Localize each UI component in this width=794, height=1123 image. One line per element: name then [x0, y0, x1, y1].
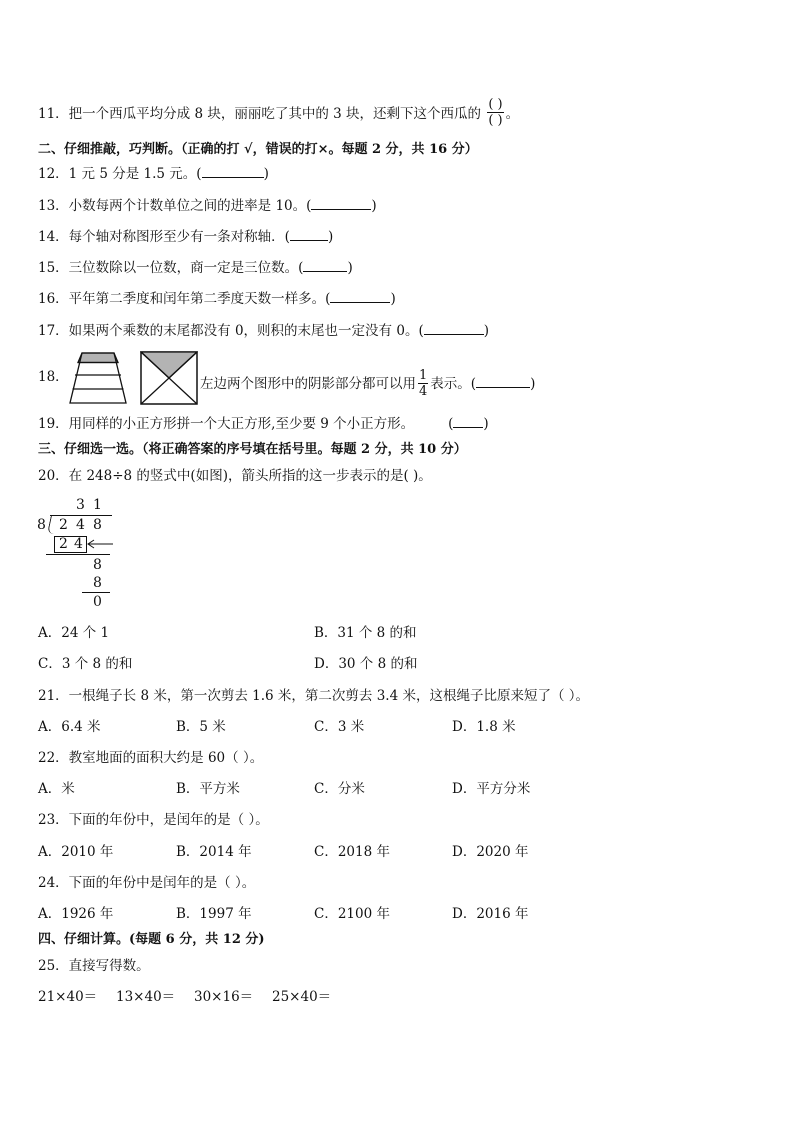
answer-blank[interactable]	[453, 415, 483, 428]
q23-option-a[interactable]: A．2010 年	[38, 844, 114, 860]
q22-option-b[interactable]: B．平方米	[176, 781, 240, 797]
q20-option-c[interactable]: C．3 个 8 的和	[38, 656, 133, 672]
question-20-text: 20．在 248÷8 的竖式中(如图)，箭头所指的这一步表示的是( )。	[38, 468, 432, 484]
q20-option-a[interactable]: A．24 个 1	[38, 625, 110, 641]
answer-blank[interactable]	[311, 197, 371, 210]
question-11-end: 。	[505, 106, 520, 122]
close-paren: )	[483, 323, 489, 339]
close-paren: )	[530, 376, 536, 392]
answer-blank[interactable]	[202, 165, 264, 178]
question-13-text: 13．小数每两个计数单位之间的进率是 10。(	[38, 198, 312, 214]
question-17	[38, 322, 489, 340]
arrow-left-icon	[86, 538, 114, 550]
product-digit: 4	[74, 536, 83, 552]
answer-fraction	[487, 97, 503, 128]
answer-blank[interactable]	[330, 290, 390, 303]
question-18-text-part1: 左边两个图形中的阴影部分都可以用	[200, 376, 416, 392]
subtraction-line	[82, 592, 110, 593]
question-16-text: 16．平年第二季度和闰年第二季度天数一样多。(	[38, 291, 331, 307]
fraction-numerator: 1	[419, 368, 428, 383]
answer-blank[interactable]	[290, 228, 328, 241]
one-quarter-fraction	[418, 368, 428, 399]
close-paren: )	[327, 229, 334, 245]
section-4-heading: 四、仔细计算。(每题 6 分，共 12 分)	[38, 932, 265, 947]
calc-item[interactable]: 25×40＝	[272, 989, 332, 1005]
close-paren: )	[390, 291, 396, 307]
q22-option-c[interactable]: C．分米	[314, 781, 365, 797]
division-bracket	[47, 515, 58, 534]
q20-option-b[interactable]: B．31 个 8 的和	[314, 625, 417, 641]
final-remainder: 0	[93, 594, 102, 610]
subtraction-line	[46, 554, 110, 555]
q24-option-c[interactable]: C．2100 年	[314, 906, 390, 922]
question-15	[38, 259, 353, 277]
question-14	[38, 228, 333, 246]
close-paren: )	[483, 416, 489, 432]
quotient-digit: 3	[76, 497, 85, 513]
question-22-text: 22．教室地面的面积大约是 60（ ）。	[38, 750, 264, 766]
fraction-denominator: 4	[419, 384, 428, 399]
question-18-text-part2: 表示。(	[430, 376, 477, 392]
question-18-text	[200, 368, 535, 399]
question-12-text: 12．1 元 5 分是 1.5 元。(	[38, 166, 202, 182]
question-21-text: 21．一根绳子长 8 米，第一次剪去 1.6 米，第二次剪去 3.4 米，这根绳子比原来短了（ ）。	[38, 688, 589, 704]
divisor: 8	[37, 517, 46, 533]
product-digit: 2	[59, 536, 68, 552]
question-13	[38, 197, 377, 215]
calc-item[interactable]: 13×40＝	[116, 989, 176, 1005]
answer-blank[interactable]	[303, 259, 347, 272]
q22-option-d[interactable]: D．平方分米	[452, 781, 531, 797]
long-division-figure	[36, 494, 126, 614]
division-bar	[50, 515, 112, 516]
q23-option-d[interactable]: D．2020 年	[452, 844, 529, 860]
open-paren: (	[448, 416, 454, 432]
fraction-denominator-blank[interactable]: ( )	[488, 113, 503, 128]
q21-option-b[interactable]: B．5 米	[176, 719, 226, 735]
question-19	[38, 415, 489, 433]
calc-item[interactable]: 21×40＝	[38, 989, 98, 1005]
q21-option-c[interactable]: C．3 米	[314, 719, 365, 735]
calc-item[interactable]: 30×16＝	[194, 989, 254, 1005]
remainder-digit: 8	[93, 557, 102, 573]
question-19-text: 19．用同样的小正方形拼一个大正方形,至少要 9 个小正方形。	[38, 416, 415, 432]
q23-option-c[interactable]: C．2018 年	[314, 844, 390, 860]
question-16	[38, 290, 396, 308]
fraction-numerator-blank[interactable]: ( )	[488, 97, 503, 112]
quotient-digit: 1	[93, 497, 102, 513]
question-11-text: 11．把一个西瓜平均分成 8 块，丽丽吃了其中的 3 块，还剩下这个西瓜的	[38, 106, 482, 122]
q20-option-d[interactable]: D．30 个 8 的和	[314, 656, 418, 672]
close-paren: )	[371, 198, 377, 214]
q22-option-a[interactable]: A．米	[38, 781, 75, 797]
close-paren: )	[347, 260, 353, 276]
product-digit: 8	[93, 575, 102, 591]
q21-option-a[interactable]: A．6.4 米	[38, 719, 101, 735]
q23-option-b[interactable]: B．2014 年	[176, 844, 252, 860]
dividend-digit: 4	[76, 517, 85, 533]
question-25-text: 25．直接写得数。	[38, 958, 150, 974]
trapezoid-figure	[68, 351, 128, 405]
section-3-heading: 三、仔细选一选。（将正确答案的序号填在括号里。每题 2 分，共 10 分）	[38, 442, 467, 457]
q24-option-d[interactable]: D．2016 年	[452, 906, 529, 922]
question-11	[38, 97, 519, 128]
answer-blank[interactable]	[424, 322, 484, 335]
dividend-digit: 2	[59, 517, 68, 533]
question-18-number: 18．	[38, 369, 69, 385]
question-15-text: 15．三位数除以一位数，商一定是三位数。(	[38, 260, 304, 276]
question-23-text: 23．下面的年份中，是闰年的是（ ）。	[38, 812, 269, 828]
q24-option-a[interactable]: A．1926 年	[38, 906, 114, 922]
close-paren: )	[263, 166, 269, 182]
section-2-heading: 二、仔细推敲，巧判断。（正确的打 √，错误的打×。每题 2 分，共 16 分）	[38, 142, 478, 157]
dividend-digit: 8	[93, 517, 102, 533]
square-figure	[140, 351, 198, 405]
q24-option-b[interactable]: B．1997 年	[176, 906, 252, 922]
question-24-text: 24．下面的年份中是闰年的是（ ）。	[38, 875, 256, 891]
q21-option-d[interactable]: D．1.8 米	[452, 719, 516, 735]
question-17-text: 17．如果两个乘数的末尾都没有 0，则积的末尾也一定没有 0。(	[38, 323, 424, 339]
answer-blank[interactable]	[476, 375, 530, 388]
question-14-text: 14．每个轴对称图形至少有一条对称轴．(	[38, 229, 290, 245]
question-12	[38, 165, 269, 183]
